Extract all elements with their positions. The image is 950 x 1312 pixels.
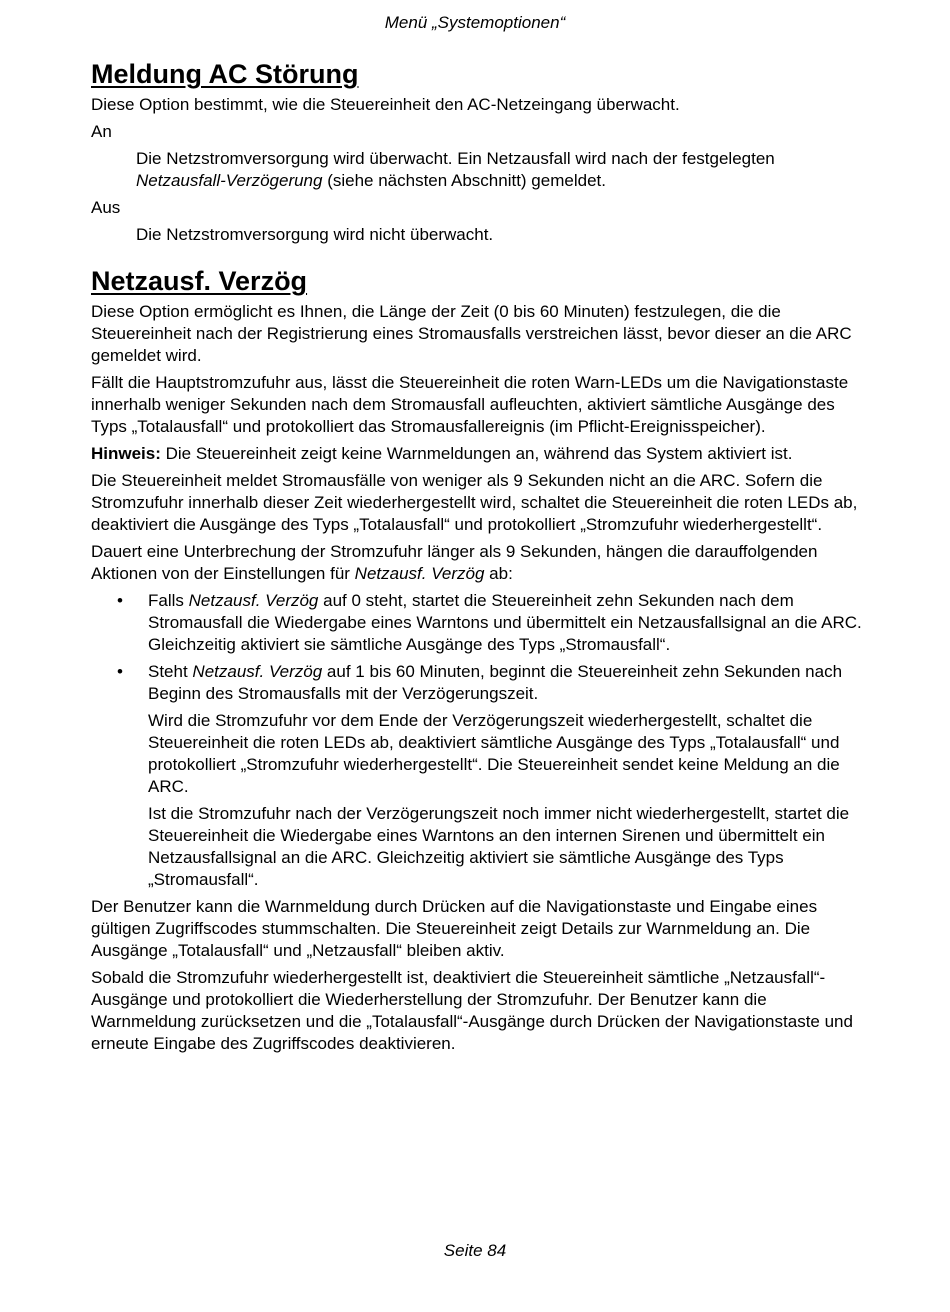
section2-paragraph-4 <box>91 541 866 585</box>
section1-intro: Diese Option bestimmt, wie die Steuereinheit den AC-Netzeingang überwacht. <box>91 95 680 114</box>
b1-emphasis: Netzausf. Verzög <box>188 591 319 610</box>
option-term-an: An <box>91 122 112 141</box>
option-desc-an-text-2: (siehe nächsten Abschnitt) gemeldet. <box>322 171 606 190</box>
p4-emphasis: Netzausf. Verzög <box>354 564 485 583</box>
running-header: Menü „Systemoptionen“ <box>384 13 566 32</box>
section-heading-netzausf-verzoeg: Netzausf. Verzög <box>91 266 308 296</box>
b2-text-1: Steht <box>148 662 193 681</box>
section2-paragraph-5: Der Benutzer kann die Warnmeldung durch Drücken auf die Navigationstaste und Eingabe eines gültigen Zugriffscodes stummschalten. Die Steuereinheit zeigt Details zur Warnmeldung an. Die Ausgänge „Totalausfall“ und „Netzausfall“ bleiben aktiv. <box>91 897 818 960</box>
p4-text-1: Dauert eine Unterbrechung der Stromzufuhr länger als 9 Sekunden, hängen die darauffolgenden Aktionen von der Einstellungen für <box>91 542 818 583</box>
b1-text-2: auf 0 steht, startet die Steuereinheit zehn Sekunden nach dem Stromausfall die Wiedergabe eines Warntons und übermittelt ein Netzausfallsignal an die ARC. Gleichzeitig aktiviert sie sämtliche Ausgänge des Typs „Stromausfall“. <box>148 591 862 654</box>
section2-paragraph-3: Die Steuereinheit meldet Stromausfälle von weniger als 9 Sekunden nicht an die ARC. Sofern die Stromzufuhr innerhalb dieser Zeit wiederhergestellt wird, schaltet die Steuereinheit die roten LEDs ab, deaktiviert die Ausgänge des Typs „Totalausfall“ und protokolliert „Stromzufuhr wiederhergestellt“. <box>91 471 858 534</box>
note-paragraph <box>91 443 866 465</box>
section2-paragraph-2: Fällt die Hauptstromzufuhr aus, lässt die Steuereinheit die roten Warn-LEDs um die Navigationstaste innerhalb weniger Sekunden nach dem Stromausfall aufleuchten, aktiviert sämtliche Ausgänge des Typs „Totalausfall“ und protokolliert das Stromausfallereignis (im Pflicht-Ereignisspeicher). <box>91 373 849 436</box>
option-desc-aus: Die Netzstromversorgung wird nicht überwacht. <box>136 225 494 244</box>
bullet-marker: • <box>117 591 123 610</box>
b2-emphasis: Netzausf. Verzög <box>192 662 323 681</box>
bullet-list <box>91 590 866 891</box>
section2-paragraph-6: Sobald die Stromzufuhr wiederhergestellt ist, deaktiviert die Steuereinheit sämtliche „Netzausfall“-Ausgänge und protokolliert die Wiederherstellung der Stromzufuhr. Der Benutzer kann die Warnmeldung zurücksetzen und die „Totalausfall“-Ausgänge durch Drücken der Navigationstaste und erneute Eingabe des Zugriffscodes deaktivieren. <box>91 968 853 1053</box>
bullet-1-text <box>148 590 866 656</box>
b1-text-1: Falls <box>148 591 189 610</box>
page-number-footer: Seite 84 <box>443 1241 507 1260</box>
note-label: Hinweis: <box>91 444 161 463</box>
bullet-2-paragraph-2: Wird die Stromzufuhr vor dem Ende der Verzögerungszeit wiederhergestellt, schaltet die Steuereinheit die roten LEDs ab, deaktiviert sämtliche Ausgänge des Typs „Totalausfall“ und protokolliert „Stromzufuhr wiederhergestellt“. Die Steuereinheit sendet keine Meldung an die ARC. <box>148 711 840 796</box>
option-term-aus: Aus <box>91 198 121 217</box>
bullet-item-2 <box>91 661 866 891</box>
option-desc-an-text-1: Die Netzstromversorgung wird überwacht. Ein Netzausfall wird nach der festgelegten <box>136 149 775 168</box>
bullet-2-text <box>148 661 866 705</box>
option-desc-an <box>136 148 866 192</box>
page-content <box>91 58 866 1060</box>
b2-text-2: auf 1 bis 60 Minuten, beginnt die Steuereinheit zehn Sekunden nach Beginn des Stromausfalls mit der Verzögerungszeit. <box>148 662 843 703</box>
bullet-marker: • <box>117 662 123 681</box>
option-desc-an-emphasis: Netzausfall-Verzögerung <box>136 171 323 190</box>
p4-text-2: ab: <box>484 564 513 583</box>
section-heading-ac-stoerung: Meldung AC Störung <box>91 59 359 89</box>
note-text: Die Steuereinheit zeigt keine Warnmeldungen an, während das System aktiviert ist. <box>160 444 793 463</box>
section2-paragraph-1: Diese Option ermöglicht es Ihnen, die Länge der Zeit (0 bis 60 Minuten) festzulegen, die die Steuereinheit nach der Registrierung eines Stromausfalls verstreichen lässt, bevor dieser an die ARC gemeldet wird. <box>91 302 852 365</box>
bullet-2-paragraph-3: Ist die Stromzufuhr nach der Verzögerungszeit noch immer nicht wiederhergestellt, startet die Steuereinheit die Wiedergabe eines Warntons an den internen Sirenen und übermittelt ein Netzausfallsignal an die ARC. Gleichzeitig aktiviert sie sämtliche Ausgänge des Typs „Stromausfall“. <box>148 804 850 889</box>
bullet-item-1 <box>91 590 866 656</box>
